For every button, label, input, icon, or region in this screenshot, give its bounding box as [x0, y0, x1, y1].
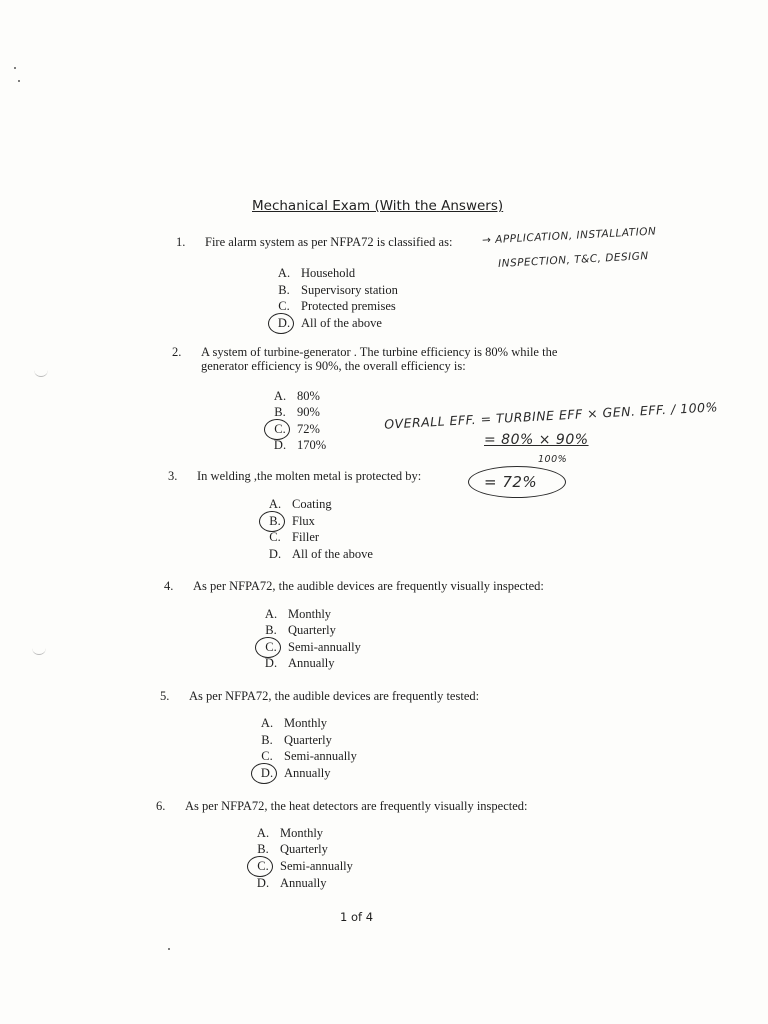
question-number: 4. [164, 579, 174, 593]
handwritten-result: = 72% [484, 473, 538, 491]
page-title: Mechanical Exam (With the Answers) [252, 198, 504, 214]
punch-mark [32, 648, 46, 655]
punch-mark [34, 370, 48, 377]
scan-speck [168, 948, 170, 950]
question-text: A system of turbine-generator . The turbine efficiency is 80% while the [201, 345, 558, 359]
scan-speck [14, 67, 16, 69]
handwritten-formula: OVERALL EFF. = TURBINE EFF × GEN. EFF. / 100% [383, 399, 719, 432]
exam-page: Mechanical Exam (With the Answers) 1. Fire alarm system as per NFPA72 is classified as: A. Household B. Supervisory station C. Protected premises D. All of the above → APPLICATION, INSTALLATION INSPECTION, T&C, DESIGN 2. A system of turbine-generator . The turbine efficiency is 80% while the generator efficiency is 90%, the overall efficiency is: A. 80% B. 90% C. 72% D. 170% OVERALL EFF. = TURBINE EFF × GEN. EFF. / 100% = 80% × 90% 100% = 72% 3. In welding ,the molten metal is protected by: A. Coating B. Flux C. Filler D. All of the above 4. As per NFPA72, the audible devices are frequently visually inspected: A. Monthly B. Quarterly C. Semi-annually D. Annually 5. As per NFPA72, the audible devices are frequently tested: A. Monthly B. Quarterly C. Semi-annually D. Annually 6. As per NFPA72, the heat detectors are frequently visually inspected: A. Monthly B. Quarterly C. Semi-annually D. Annually 1 of 4 [0, 0, 768, 1024]
question-text: As per NFPA72, the audible devices are frequently tested: [189, 689, 480, 703]
question-number: 6. [156, 799, 166, 813]
question-text: Fire alarm system as per NFPA72 is classified as: [205, 235, 453, 249]
scan-speck [18, 80, 20, 82]
question-text: generator efficiency is 90%, the overall efficiency is: [201, 359, 466, 373]
question-number: 1. [176, 235, 186, 249]
question-number: 3. [168, 469, 178, 483]
page-number: 1 of 4 [340, 910, 374, 924]
handwritten-formula: 100% [538, 454, 568, 465]
question-text: As per NFPA72, the audible devices are frequently visually inspected: [193, 579, 544, 593]
result-circle [468, 466, 566, 498]
question-number: 5. [160, 689, 170, 703]
handwritten-note: → APPLICATION, INSTALLATION [481, 225, 657, 247]
question-text: As per NFPA72, the heat detectors are frequently visually inspected: [185, 799, 528, 813]
question-text: In welding ,the molten metal is protected by: [197, 469, 422, 483]
handwritten-note: INSPECTION, T&C, DESIGN [497, 250, 650, 270]
handwritten-formula: = 80% × 90% [484, 432, 589, 448]
question-number: 2. [172, 345, 182, 359]
